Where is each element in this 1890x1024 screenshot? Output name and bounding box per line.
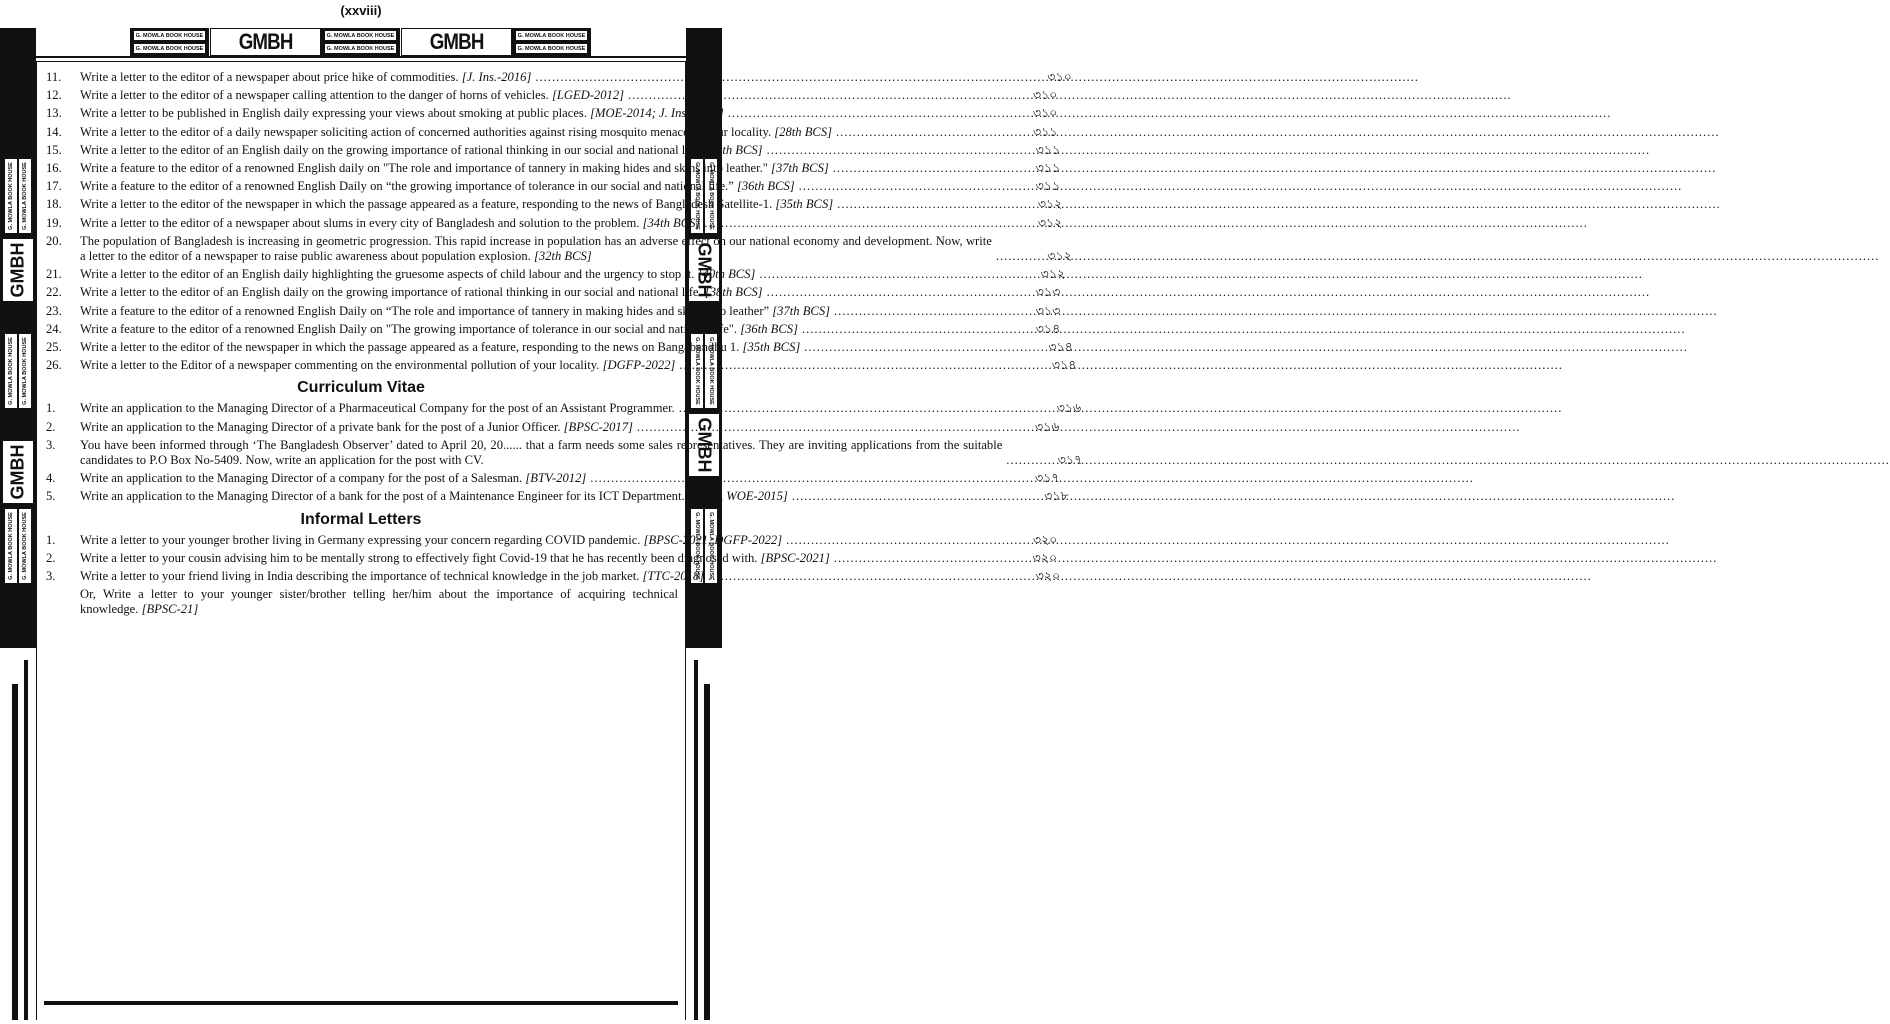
brand-label-vertical: G. MOWLA BOOK HOUSE [704,158,718,234]
brand-label-vertical: G. MOWLA BOOK HOUSE [4,333,18,409]
page-ref: ৩১৮ [1044,489,1069,504]
brand-label-vertical: G. MOWLA BOOK HOUSE [704,508,718,584]
page-ref: ৩১৬ [1035,419,1060,434]
item-citation: [35th BCS] [775,197,834,212]
item-line [80,471,1060,486]
item-body [80,304,1060,319]
item-text: Write an application to the Managing Director of a private bank for the post of a Junior Officer. [80,419,561,434]
item-text: Write a letter to the Editor of a newspaper commenting on the environmental pollution of your locality. [80,358,600,373]
item-text-wrap [80,533,782,548]
item-text-wrap [80,304,830,319]
item-number: 20. [46,233,62,248]
list-item [44,88,1058,103]
item-body [80,551,1057,566]
item-line [80,401,1081,416]
page-ref: ৩১৪ [1035,321,1061,336]
item-text-wrap [80,551,830,566]
item-body [80,285,1060,300]
item-text-wrap [80,420,633,435]
dot-leader [728,106,1022,121]
item-text: Write a letter to the editor of a daily newspaper soliciting action of concerned authorities against rising mosquito menace in your locality. [80,124,772,139]
item-number: 4. [46,471,56,486]
page-ref: ৩২০ [1032,550,1058,565]
item-body [80,401,1081,416]
item-text: Write a letter to the editor of an English daily highlighting the gruesome aspects of child labour and the urgency to stop it. [80,267,695,282]
dot-leader [804,340,1037,355]
item-text: Write a letter to your cousin advising him to be mentally strong to effectively fight Covid-19 that he has recently been diagnosed with. [80,550,758,565]
page-ref: ৩১২ [1037,215,1063,230]
item-text: Write a feature to the editor of a renowned English Daily on "The growing importance of tolerance in our social and national life". [80,321,738,336]
item-body [80,267,1065,282]
item-text: Write a letter to the editor of the newspaper in which the passage appeared as a feature, responding to the news on Bangabandhu 1. [80,340,740,355]
page-ref: ৩১২ [1047,249,1072,264]
item-body [80,533,1057,548]
item-line [80,340,1073,355]
item-text: Write a letter to your younger brother living in Germany expressing your concern regarding COVID pandemic. [80,532,641,547]
item-body [80,70,1072,85]
page-ref: ৩১৬ [1056,401,1082,416]
item-line [80,304,1060,319]
brand-label-vertical: G. MOWLA BOOK HOUSE [18,333,32,409]
page-ref: ৩১১ [1032,124,1058,139]
item-text-wrap [80,161,829,176]
logo-text: GMBH [238,29,293,54]
item-text-wrap [80,569,704,584]
item-citation: [MOE, WOE-2015] [687,489,788,504]
page-ref: ৩২০ [1035,569,1061,584]
item-number: 18. [46,197,62,212]
item-citation: [BPSC-2021] [760,550,830,565]
list-item [44,401,1082,416]
item-text: Write a feature to the editor of a renowned English daily on "The role and importance of tannery in making hides and skins into leather." [80,161,768,176]
page-ref: ৩১৭ [1057,453,1083,468]
item-citation: [32th BCS] [533,249,592,264]
item-line [80,267,1065,282]
brand-label-vertical: G. MOWLA BOOK HOUSE [690,333,704,409]
item-number: 2. [46,550,56,565]
item-text: You have been informed through ‘The Bangladesh Observer’ dated to April 20, 20...... that a farm needs some sales representatives. They are inviting applications from the suitable candidates to P.O Box No-5409. Now, write an application for the post with CV. [80,437,1003,468]
item-line [80,197,1062,212]
dot-leader [628,88,1021,103]
page-ref: ৩১২ [1040,267,1066,282]
left-margin-band [0,28,36,648]
item-text-wrap [80,143,763,158]
item-citation: [LGED-2012] [551,88,625,103]
page-ref: ৩২০ [1032,532,1058,547]
dot-leader [836,125,1021,140]
item-body [80,569,1060,584]
item-line [80,70,1072,85]
page-ref: ৩১৪ [1051,358,1077,373]
item-body [80,420,1060,435]
brand-label-vertical: G. MOWLA BOOK HOUSE [18,508,32,584]
gmbh-logo [210,28,321,56]
item-citation: [BPSC-21] [141,602,199,617]
item-number: 23. [46,303,62,318]
margin-stripe [704,684,710,1020]
brand-label: G. MOWLA BOOK HOUSE [515,30,588,41]
item-line [80,533,1057,548]
item-text-wrap [80,234,992,264]
item-text: The population of Bangladesh is increasing in geometric progression. This rapid increase in population has an adverse effect on our national economy and development. Now, write a letter to the editor of a newspaper to raise public awareness about population explosion. [80,233,992,264]
dot-leader [767,143,1025,158]
item-line [80,420,1060,435]
page-ref: ৩১৪ [1048,340,1073,355]
dot-leader [792,489,1033,504]
item-number: 1. [46,532,56,547]
brand-tag [512,28,591,56]
item-text: Write a letter to be published in English daily expressing your views about smoking at public places. [80,106,587,121]
item-text-wrap [80,340,800,355]
item-text-wrap [80,471,586,486]
item-citation: [36th BCS] [740,321,798,336]
item-line [80,551,1057,566]
list-item [44,489,1069,504]
margin-stripe [694,660,698,1020]
item-text: Write a letter to the editor of an English daily on the growing importance of rational thinking in our social and national life. [80,142,702,157]
item-number: 26. [46,358,62,373]
item-text-wrap [80,587,678,617]
item-line [80,88,1057,103]
brand-label-vertical: G. MOWLA BOOK HOUSE [4,508,18,584]
item-text-wrap [80,322,798,337]
item-text: Write a feature to the editor of a renowned English Daily on “The role and importance of tannery in making hides and skins into leather” [80,303,770,318]
item-body [80,88,1057,103]
item-line [80,569,1060,584]
item-text-wrap [80,88,624,103]
item-text: Write a letter to the editor of a newspaper calling attention to the danger of horns of vehicles. [80,88,549,103]
dot-leader [708,569,1024,584]
dot-leader [786,533,1021,548]
list-item [44,471,1060,486]
item-line [80,125,1057,140]
item-body [80,197,1062,212]
gmbh-logo-vertical: GMBH [2,440,34,504]
list-item [44,550,1058,566]
dot-leader [1006,453,1046,468]
item-text: Write an application to the Managing Director of a bank for the post of a Maintenance Engineer for its ICT Department. [80,489,685,504]
dot-leader [679,358,1040,373]
dot-leader [759,267,1029,282]
item-line [80,216,1062,231]
item-body [80,489,1069,504]
item-line [80,489,1069,504]
item-number: 3. [46,569,56,584]
page-ref: ৩১০ [1047,70,1072,84]
dot-leader [833,161,1025,176]
item-citation: [38th BCS] [704,142,763,157]
dot-leader [590,471,1023,486]
brand-label-vertical: G. MOWLA BOOK HOUSE [4,158,18,234]
item-body [80,216,1062,231]
page-ref: ৩১৩ [1035,285,1061,300]
item-text-wrap [80,267,755,282]
item-citation: [MOE-2014; J. Ins.-2014] [590,106,724,121]
section-heading-informal: Informal Letters [300,510,422,528]
item-number: 25. [46,340,62,355]
list-item [44,142,1061,158]
list-item [44,179,1061,194]
brand-tag [130,28,209,56]
dot-leader [704,216,1026,231]
item-number: 12. [46,88,62,103]
item-citation: [40th BCS] [697,267,756,282]
page-number: (xxviii) [340,3,382,18]
item-text: Write a letter to the editor of a newspaper about slums in every city of Bangladesh and solution to the problem. [80,215,640,230]
item-text: Write an application to the Managing Director of a company for the post of a Salesman. [80,471,523,486]
item-line [80,234,1072,264]
item-line [80,179,1060,194]
dot-leader [637,420,1024,435]
page-ref: ৩১১ [1035,142,1061,157]
item-number [44,587,80,617]
item-text-wrap [80,358,675,373]
item-body [80,161,1060,176]
dot-leader [799,179,1025,194]
brand-label-vertical: G. MOWLA BOOK HOUSE [690,508,704,584]
item-text: Write a letter to the editor of the newspaper in which the passage appeared as a feature, responding to the news of Bangladesh Satellite-1. [80,197,773,212]
page-ref: ৩১১ [1035,179,1061,194]
dot-leader [834,551,1021,566]
item-body [80,106,1057,121]
brand-label-vertical: G. MOWLA BOOK HOUSE [18,158,32,234]
dot-leader [834,304,1024,319]
item-citation: [BPSC-2017] [563,419,633,434]
item-number: 13. [46,106,62,121]
brand-label: G. MOWLA BOOK HOUSE [133,43,206,54]
item-text: Write a feature to the editor of a renowned English Daily on “the growing importance of tolerance in our social and national life.” [80,179,734,194]
gmbh-logo [401,28,512,56]
item-line [80,161,1060,176]
item-line [80,358,1076,373]
header-rule [36,56,686,58]
item-text: Or, Write a letter to your younger sister/brother telling her/him about the importance of acquiring technical knowledge. [80,587,678,617]
list-item [44,267,1066,282]
item-body [80,322,1060,337]
list-item [44,340,1073,355]
item-citation: [36th BCS] [736,179,795,194]
item-text-wrap [80,216,700,231]
brand-label: G. MOWLA BOOK HOUSE [133,30,206,41]
dot-leader [535,70,1035,85]
item-citation: [BTV-2012] [525,471,587,486]
list-item [44,233,1072,264]
item-text-wrap [80,179,795,194]
item-line [80,587,678,617]
page-ref: ৩১৭ [1035,471,1060,486]
item-line [80,285,1060,300]
item-number: 2. [46,419,56,434]
list-item [44,215,1063,231]
bottom-rule [44,1001,678,1005]
item-body [80,587,678,617]
item-citation: [37th BCS] [771,161,829,176]
item-citation: [35th BCS] [742,340,801,355]
item-number: 14. [46,124,62,139]
list-item [44,419,1060,435]
brand-label-vertical: G. MOWLA BOOK HOUSE [690,158,704,234]
page-ref: ৩১০ [1032,106,1058,121]
item-text-wrap [80,70,531,85]
item-number: 3. [46,437,56,452]
brand-tag [321,28,400,56]
list-item [44,321,1061,337]
brand-label: G. MOWLA BOOK HOUSE [324,43,397,54]
dot-leader [802,322,1024,337]
margin-stripe [24,660,28,1020]
page-ref: ৩১১ [1035,161,1061,176]
item-text: Write a letter to your friend living in India describing the importance of technical knowledge in the job market. [80,569,640,584]
list-item [44,106,1058,121]
list-item [44,285,1061,300]
list-item [44,161,1061,176]
item-number: 19. [46,215,62,230]
dot-leader [679,401,1046,416]
dot-leader [767,285,1025,300]
item-text-wrap [80,106,724,121]
item-text: Write a letter to the editor of a newspaper about price hike of commodities. [80,70,459,84]
item-body [80,125,1057,140]
item-number: 22. [46,285,62,300]
section-heading-cv: Curriculum Vitae [297,379,425,397]
list-item [44,70,1072,85]
item-body [80,438,1082,468]
list-item [44,587,678,617]
item-body [80,471,1060,486]
list-item [44,532,1058,548]
list-item [44,197,1063,212]
gmbh-logo-vertical: GMBH [688,238,720,302]
gmbh-logo-vertical: GMBH [688,413,720,477]
page-ref: ৩১৩ [1035,303,1061,318]
item-number: 15. [46,142,62,157]
dot-leader [996,249,1036,264]
item-citation: [BPSC-2021, DGFP-2022] [643,532,783,547]
item-text-wrap [80,489,788,504]
list-item [44,303,1061,319]
item-citation: [37th BCS] [772,303,831,318]
item-text-wrap [80,125,832,140]
item-number: 21. [46,267,62,282]
item-text-wrap [80,438,1002,468]
page-ref: ৩১২ [1037,197,1063,212]
item-line [80,143,1060,158]
item-number: 11. [46,70,62,84]
list-item [44,358,1077,373]
dot-leader [837,197,1026,212]
page-ref: ৩১০ [1032,88,1058,103]
item-text-wrap [80,197,833,212]
item-body [80,234,1072,264]
item-text: Write a letter to the editor of an English daily on the growing importance of rational thinking in our social and national life. [80,285,702,300]
item-number: 5. [46,489,56,504]
list-item [44,124,1058,140]
item-number: 16. [46,161,62,176]
logo-text: GMBH [429,29,484,54]
gmbh-logo-vertical: GMBH [2,238,34,302]
item-citation: [DGFP-2022] [602,358,676,373]
item-citation: [28th BCS] [774,124,833,139]
item-citation: [J. Ins.-2016] [461,70,532,84]
item-citation: [TTC-2018] [642,569,705,584]
item-line [80,322,1060,337]
brand-label: G. MOWLA BOOK HOUSE [324,30,397,41]
item-body [80,358,1076,373]
item-body [80,340,1073,355]
item-line [80,438,1082,468]
item-number: 24. [46,321,62,336]
item-citation: [34th BCS] [642,215,701,230]
item-line [80,106,1057,121]
item-body [80,143,1060,158]
brand-label: G. MOWLA BOOK HOUSE [515,43,588,54]
item-text: Write an application to the Managing Director of a Pharmaceutical Company for the post of an Assistant Programmer. [80,401,675,416]
item-body [80,179,1060,194]
item-text-wrap [80,401,675,416]
margin-stripe [12,684,18,1020]
item-number: 17. [46,179,62,194]
item-text-wrap [80,285,763,300]
item-citation: [38th BCS] [704,285,763,300]
list-item [44,569,1061,584]
brand-label-vertical: G. MOWLA BOOK HOUSE [704,333,718,409]
item-number: 1. [46,401,56,416]
